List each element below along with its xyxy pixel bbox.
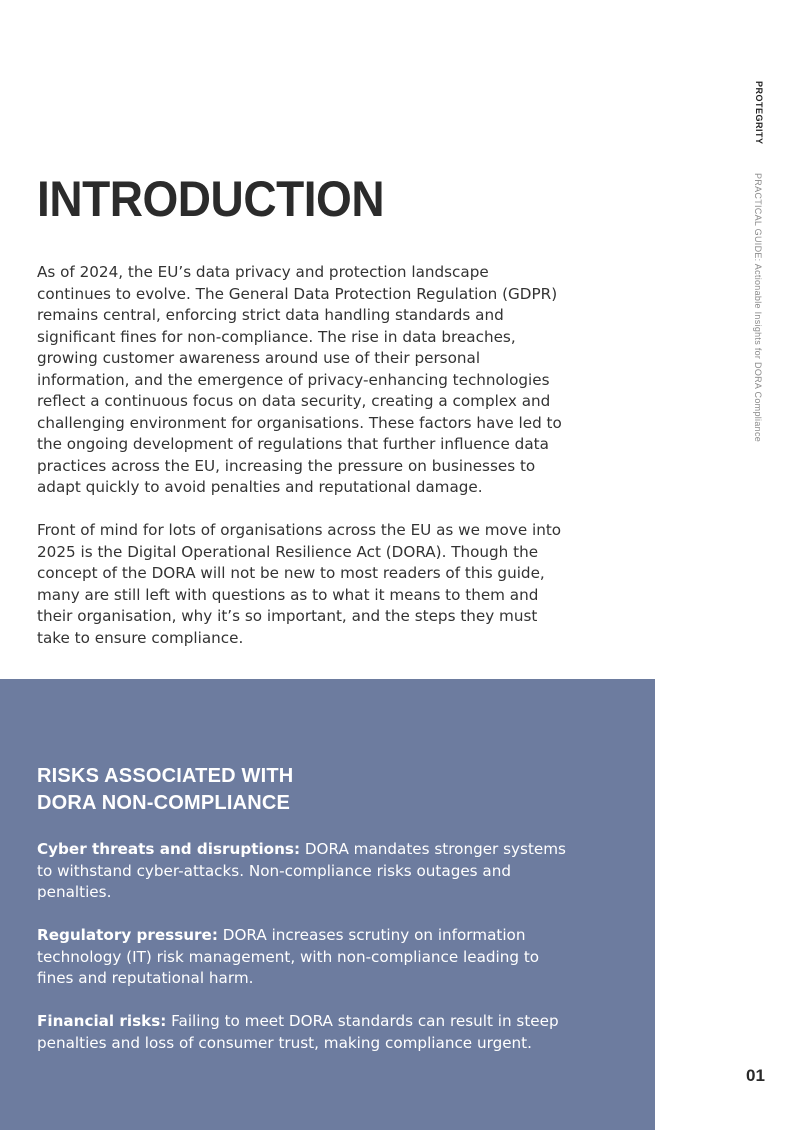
side-guide-title: PRACTICAL GUIDE: Actionable Insights for DORA Compliance	[753, 173, 763, 443]
risk-item	[37, 925, 567, 990]
intro-body	[37, 262, 567, 671]
intro-paragraph: As of 2024, the EU’s data privacy and protection landscape continues to evolve. The General Data Protection Regulation (GDPR) remains central, enforcing strict data handling standards and significant fines for non-compliance. The rise in data breaches, growing customer awareness around use of their personal information, and the emergence of privacy-enhancing technologies reflect a continuous focus on data security, creating a complex and challenging environment for organisations. These factors have led to the ongoing development of regulations that further influence data practices across the EU, increasing the pressure on businesses to adapt quickly to avoid penalties and reputational damage.	[37, 263, 562, 496]
risk-item	[37, 839, 567, 904]
risks-panel	[0, 679, 655, 1130]
risk-item	[37, 1011, 567, 1054]
page-number: 01	[746, 1066, 765, 1085]
risk-item-text: Failing to meet DORA standards can result in steep penalties and loss of consumer trust, making compliance urgent.	[37, 1012, 559, 1052]
risks-heading-line: DORA NON-COMPLIANCE	[37, 792, 291, 814]
page-title: INTRODUCTION	[37, 171, 385, 227]
risk-item-label: Financial risks:	[37, 1012, 167, 1030]
side-brand: PROTEGRITY	[754, 81, 764, 145]
risks-heading-line: RISKS ASSOCIATED WITH	[37, 765, 294, 787]
risk-item-label: Regulatory pressure:	[37, 926, 218, 944]
risks-heading	[37, 763, 557, 817]
risk-item-label: Cyber threats and disruptions:	[37, 840, 301, 858]
risks-list	[37, 839, 567, 1076]
risk-item-text: DORA mandates stronger systems to withstand cyber-attacks. Non-compliance risks outages and penalties.	[37, 840, 566, 901]
intro-paragraph: Front of mind for lots of organisations across the EU as we move into 2025 is the Digital Operational Resilience Act (DORA). Though the concept of the DORA will not be new to most readers of this guide, many are still left with questions as to what it means to them and their organisation, why it’s so important, and the steps they must take to ensure compliance.	[37, 521, 562, 647]
risk-item-text: DORA increases scrutiny on information technology (IT) risk management, with non-compliance leading to fines and reputational harm.	[37, 926, 540, 987]
